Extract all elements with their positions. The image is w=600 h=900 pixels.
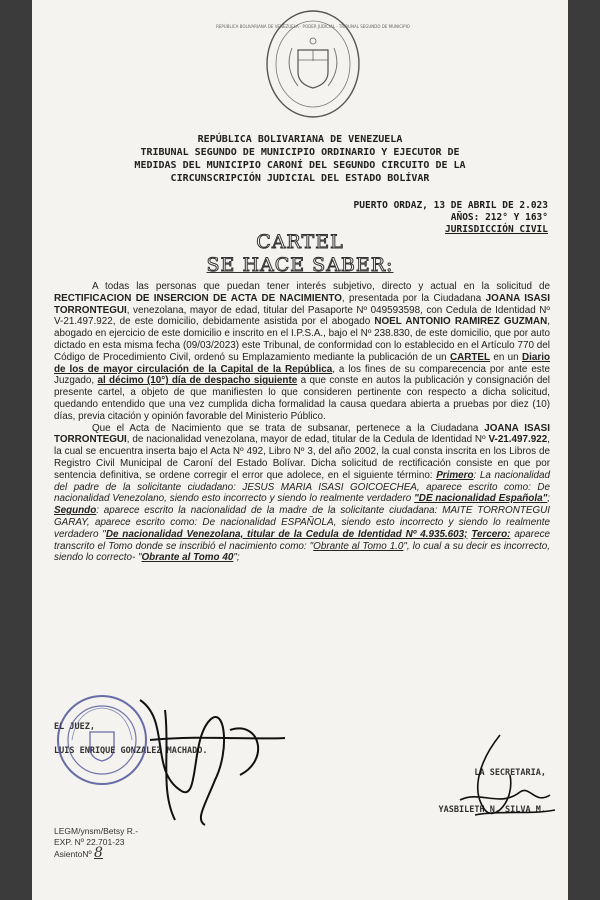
judge-signature bbox=[110, 680, 290, 830]
secretaria-label: LA SECRETARIA, bbox=[474, 768, 546, 778]
judge-label: EL JUEZ, bbox=[54, 722, 95, 732]
paragraph-1: A todas las personas que puedan tener interés subjetivo, directo y actual en la solicitud de RECTIFICACION DE INSERCION DE ACTA DE NACIMIENTO, presentada por la Ciudadana JOANA ISASI TORRONTEGUI, venezolana, mayor de edad, titular del Pasaporte Nº 049593598, con Cedula de Identidad Nº V-21.497.922, de este domicilio, debidamente asistida por el abogado NOEL ANTONIO RAMIREZ GUZMAN, abogado en ejercicio de este domicilio e inscrito en el I.P.S.A., bajo el Nº 238.830, de este domicilio, que por auto dictado en esta misma fecha (09/03/2023) este Tribunal, de conformidad con lo establecido en el Artículo 770 del Código de Procedimiento Civil, ordenó su Emplazamiento mediante la publicación de un CARTEL en un Diario de los de mayor circulación de la Capital de la República, a los fines de su comparecencia por ante este Juzgado, al décimo (10°) día de despacho siguiente a que conste en autos la publicación y consignación del presente cartel, a objeto de que manifiesten lo que consideren pertinente con respecto a dicha solicitud, quedando entendido que una vez cumplida dicha formalidad la causa quedara abierta a pruebas por diez (10) días, previa citación y opinión favorable del Ministerio Público. bbox=[54, 281, 551, 422]
asiento: AsientoNº 8 bbox=[54, 845, 103, 861]
header-line-3: MEDIDAS DEL MUNICIPIO CARONÍ DEL SEGUNDO CIRCUITO DE LA bbox=[134, 160, 466, 171]
secretaria-signature bbox=[440, 730, 560, 830]
header-line-4: CIRCUNSCRIPCIÓN JUDICIAL DEL ESTADO BOLÍVAR bbox=[170, 173, 430, 184]
svg-text:REPÚBLICA BOLIVARIANA DE VENEZ: REPÚBLICA BOLIVARIANA DE VENEZUELA · PODER JUDICIAL · TRIBUNAL SEGUNDO DE MUNICIPIO bbox=[216, 24, 410, 29]
document-body bbox=[54, 281, 550, 564]
header-line-2: TRIBUNAL SEGUNDO DE MUNICIPIO ORDINARIO Y EJECUTOR DE bbox=[140, 147, 460, 158]
date-line: PUERTO ORDAZ, 13 DE ABRIL DE 2.023 bbox=[353, 200, 548, 211]
file-references bbox=[54, 826, 138, 860]
asiento-number: 8 bbox=[93, 845, 103, 861]
header-line-1: REPÚBLICA BOLIVARIANA DE VENEZUELA bbox=[197, 134, 403, 145]
se-hace-saber-title: SE HACE SABER: bbox=[206, 254, 394, 276]
judge-name: LUIS ENRIQUE GONZALEZ MACHADO. bbox=[54, 746, 208, 756]
paragraph-2: Que el Acta de Nacimiento que se trata de subsanar, pertenece a la Ciudadana JOANA ISASI TORRONTEGUI, de nacionalidad venezolana, mayor de edad, titular de la Cedula de Identidad Nº V-21.497.922, la cual se encuentra inserta bajo el Acta Nº 492, Libro Nº 3, del año 2002, la cual consta inscrita en los Libros de Registro Civil Municipal de Caroní del Estado Bolívar. Dicha solicitud de rectificación consiste en que por sentencia definitiva, se ordene corregir el error que adolece, en el siguiente término: Primero: La nacionalidad del padre de la solicitante ciudadano: JESUS MARIA ISASI GOICOECHEA, aparece escrito como: De nacionalidad Venezolano, siendo esto incorrecto y siendo lo realmente verdadero "DE nacionalidad Española"; Segundo: aparece escrito la nacionalidad de la madre de la solicitante ciudadana: MAITE TORRONTEGUI GARAY, aparece escrito como: De nacionalidad ESPAÑOLA, siendo esto incorrecto y siendo lo realmente verdadero "De nacionalidad Venezolana, titular de la Cedula de Identidad Nº 4.935.603; Tercero: aparece transcrito el Tomo donde se inscribió el nacimiento como: "Obrante al Tomo 1.0", lo cual a su decir es incorrecto, siendo lo correcto- "Obrante al Tomo 40"; bbox=[54, 422, 550, 564]
court-seal-emblem bbox=[216, 8, 410, 120]
cartel-title: CARTEL bbox=[256, 231, 344, 253]
secretaria-name: YASBILETH N. SILVA M. bbox=[438, 805, 546, 815]
initials: LEGM/ynsm/Betsy R.- bbox=[54, 826, 139, 836]
court-header bbox=[52, 133, 548, 185]
jurisdiction-line: JURISDICCIÓN CIVIL bbox=[445, 224, 548, 235]
document-page bbox=[32, 0, 568, 900]
years-line: AÑOS: 212° Y 163° bbox=[450, 212, 548, 223]
expediente-number: EXP. Nº 22.701-23 bbox=[54, 837, 125, 847]
